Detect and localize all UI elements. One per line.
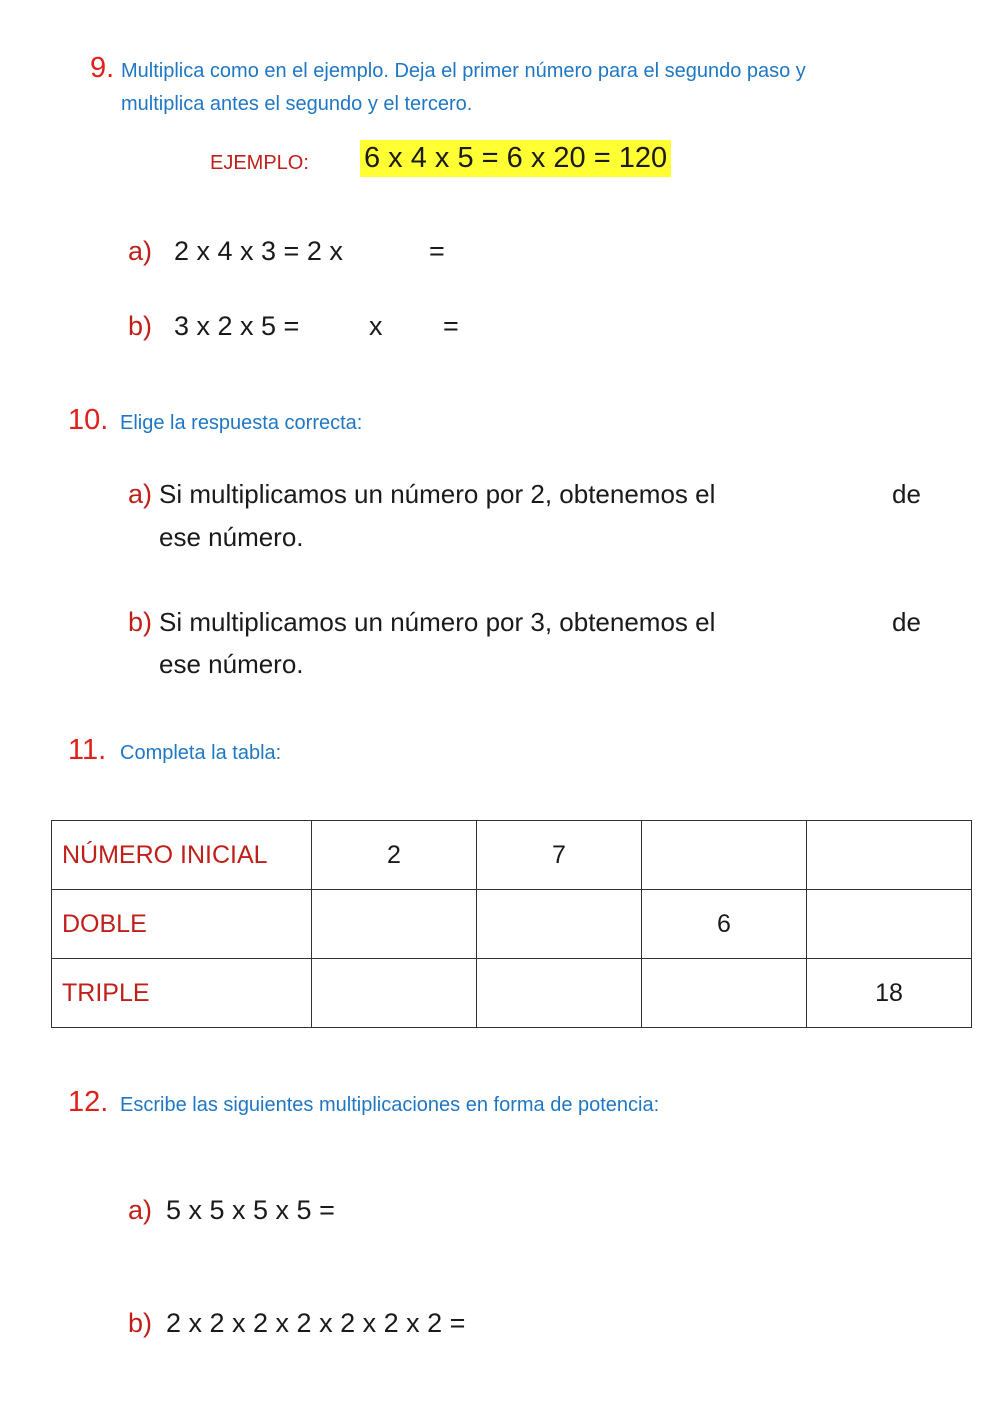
question-12-number: 12.: [68, 1086, 109, 1118]
q9-item-b-equals: =: [443, 311, 459, 341]
q9-item-a-label: a): [128, 236, 153, 266]
question-11-number: 11.: [68, 734, 107, 766]
q10-item-b-line2: ese número.: [159, 649, 304, 679]
table-row: [52, 821, 972, 890]
q10-item-a-after: de: [892, 479, 921, 509]
question-9-instruction-line2: multiplica antes el segundo y el tercero.: [121, 93, 473, 115]
example-equation: 6 x 4 x 5 = 6 x 20 = 120: [360, 140, 671, 177]
row-header-initial: NÚMERO INICIAL: [52, 821, 312, 890]
q12-item-a-expr: 5 x 5 x 5 x 5 =: [166, 1195, 335, 1225]
q10-item-b-after: de: [892, 607, 921, 637]
q9-item-a-expr: 2 x 4 x 3 = 2 x: [174, 236, 343, 266]
q9-item-b-times: x: [369, 311, 383, 341]
table-cell[interactable]: [807, 890, 972, 959]
q12-item-b-expr: 2 x 2 x 2 x 2 x 2 x 2 x 2 =: [166, 1308, 466, 1338]
question-9-instruction-line1: Multiplica como en el ejemplo. Deja el primer número para el segundo paso y: [121, 60, 806, 82]
q9-item-b-expr: 3 x 2 x 5 =: [174, 311, 300, 341]
q10-item-a-line1: Si multiplicamos un número por 2, obtenemos el: [159, 479, 716, 509]
q10-item-b-label: b): [128, 607, 153, 637]
row-header-double: DOBLE: [52, 890, 312, 959]
example-label: EJEMPLO:: [210, 152, 309, 174]
question-9-number: 9.: [90, 52, 115, 84]
q10-item-a-line2: ese número.: [159, 522, 304, 552]
question-11-instruction: Completa la tabla:: [120, 742, 282, 764]
table-row: [52, 959, 972, 1028]
table-cell[interactable]: 7: [477, 821, 642, 890]
completion-table: [51, 820, 972, 1028]
table-cell[interactable]: [642, 821, 807, 890]
q9-item-b-label: b): [128, 311, 153, 341]
table-cell[interactable]: [477, 959, 642, 1028]
table-cell[interactable]: 6: [642, 890, 807, 959]
question-10-instruction: Elige la respuesta correcta:: [120, 412, 363, 434]
row-header-triple: TRIPLE: [52, 959, 312, 1028]
table-cell[interactable]: [807, 821, 972, 890]
table-cell[interactable]: 18: [807, 959, 972, 1028]
table-cell[interactable]: 2: [312, 821, 477, 890]
table-cell[interactable]: [312, 890, 477, 959]
q12-item-a-label: a): [128, 1195, 153, 1225]
question-12-instruction: Escribe las siguientes multiplicaciones en forma de potencia:: [120, 1094, 660, 1116]
question-10-number: 10.: [68, 404, 109, 436]
table-cell[interactable]: [642, 959, 807, 1028]
q9-item-a-equals: =: [429, 236, 445, 266]
q10-item-a-label: a): [128, 479, 153, 509]
table-row: [52, 890, 972, 959]
q12-item-b-label: b): [128, 1308, 153, 1338]
table-cell[interactable]: [477, 890, 642, 959]
q10-item-b-line1: Si multiplicamos un número por 3, obtenemos el: [159, 607, 716, 637]
table-cell[interactable]: [312, 959, 477, 1028]
